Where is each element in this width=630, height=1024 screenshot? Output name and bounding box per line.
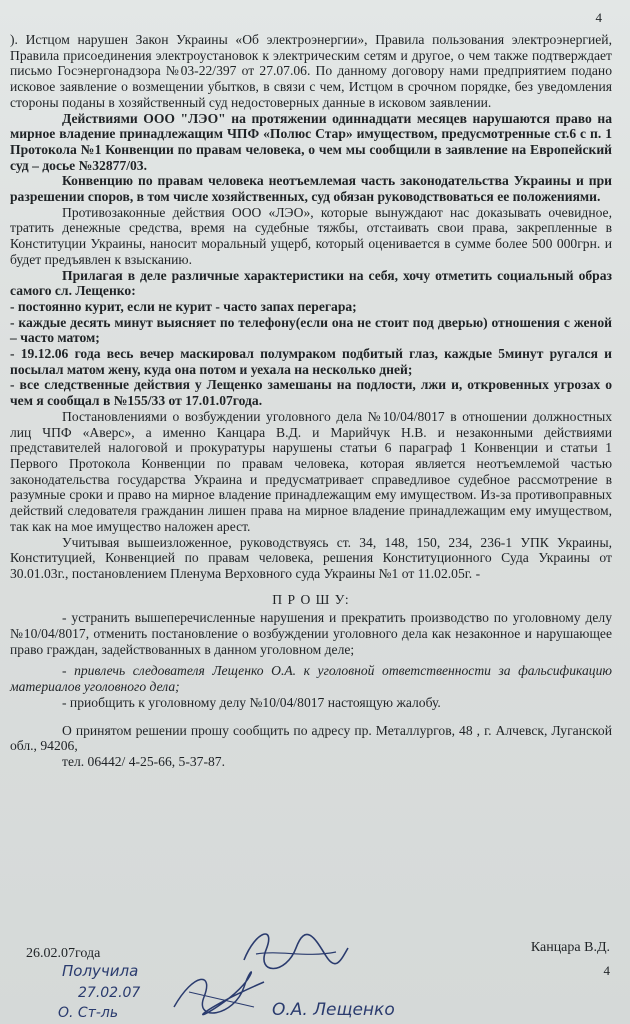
- handwritten-note-received: Получила: [62, 962, 139, 980]
- paragraph: тел. 06442/ 4-25-66, 5-37-87.: [62, 753, 225, 769]
- handwritten-note-initials: О. Ст-ль: [58, 1005, 119, 1021]
- paragraph: П Р О Ш У:: [272, 591, 350, 607]
- paragraph: Учитывая вышеизложенное, руководствуясь ст. 34, 148, 150, 234, 236-1 УПК Украины, Конституцией, Конвенцией по правам человека, решения Конституционного Суда Украины от 30.01.03г., постановлением Пленума Верховного суда Украины №1 от 11.02.05г. -: [10, 534, 612, 581]
- signer-name: Канцара В.Д.: [530, 940, 610, 955]
- paragraph: - привлечь следователя Лещенко О.А. к уголовной ответственности за фальсификацию материалов уголовного дела;: [10, 663, 612, 695]
- signature-scribble: [164, 962, 284, 1022]
- page-number-bottom: 4: [603, 963, 610, 978]
- paragraph: Противозаконные действия ООО «ЛЭО», которые вынуждают нас доказывать очевидное, тратить денежные средства, время на судебные тяжбы, отстаивать свои права, закрепленные в Конституции Украины, наносит моральный ущерб, который оценивается в сумме более 500 000грн. и будет предъявлен к взысканию.: [10, 204, 612, 267]
- paragraph: - постоянно курит, если не курит - часто запах перегара;: [10, 298, 357, 314]
- paragraph: Действиями ООО "ЛЭО" на протяжении одиннадцати месяцев нарушаются право на мирное владение принадлежащим ЧПФ «Полюс Стар» имуществом, предусмотренные ст.6 с п. 1 Протокола №1 Конвенции по правам человека, о чем мы сообщили в заявление на Европейский суд – досье №32877/03.: [10, 110, 612, 173]
- paragraph: - все следственные действия у Лещенко замешаны на подлости, лжи и, откровенных угрозах о чем я сообщал в №155/33 от 17.01.07года.: [10, 377, 612, 409]
- paragraph: - 19.12.06 года весь вечер маскировал полумраком подбитый глаз, каждые 5минут ругался и посылал матом жену, куда она потом и уехала на несколько дней;: [10, 346, 612, 377]
- paragraph: О принятом решении прошу сообщить по адресу пр. Металлургов, 48 , г. Алчевск, Луганской обл., 94206,: [10, 722, 612, 754]
- date: 26.02.07года: [26, 946, 101, 961]
- signature-top: [236, 920, 356, 980]
- paragraph: Конвенцию по правам человека неотъемлемая часть законодательства Украины и при разрешении споров, в том числе хозяйственных, суд обязан руководствоваться ее положениями.: [10, 173, 612, 205]
- handwritten-note-date: 27.02.07: [78, 985, 141, 1001]
- paragraph: - каждые десять минут выясняет по телефону(если она не стоит под дверью) отношения с женой – часто матом;: [10, 314, 612, 346]
- paragraph: - приобщить к уголовному делу №10/04/8017 настоящую жалобу.: [62, 694, 441, 710]
- paragraph: Постановлениями о возбуждении уголовного дела №10/04/8017 в отношении должностных лиц ЧПФ «Аверс», а именно Канцара В.Д. и Марийчук Н.В. и незаконными действиями представителей налоговой и прокуратуры нарушены статьи 6 параграф 1 Конвенции и статьи 1 Первого Протокола Конвенции по правам человека, которая является неотъемлемой частью законодательства государства Украина и предусматривает справедливое судебное рассмотрение в разумные сроки и право на мирное владение принадлежащим ему имуществом. Из-за противоправных действий следователя гражданин лишен права на мирное владение принадлежащим ему имуществом, так как на мое имущество наложен арест.: [10, 408, 612, 534]
- document-body: [10, 32, 612, 770]
- paragraph: ). Истцом нарушен Закон Украины «Об электроэнергии», Правила пользования электроэнергией, Правила присоединения электроустановок к электрическим сетям и другое, о чем также подтверждает письмо Госэнергонадзора №03-22/397 от 27.07.06. По данному договору нами предприятием подано исковое заявление о возмещении убытков, в связи с чем, Истцом в срочном порядке, без уведомления стороны поданы в хозяйственный суд недостоверных данные в исковом заявлении.: [10, 32, 612, 110]
- handwritten-signature-name: О.А. Лещенко: [272, 1000, 395, 1020]
- paragraph: Прилагая в деле различные характеристики на себя, хочу отметить социальный образ самого сл. Лещенко:: [10, 267, 612, 299]
- paragraph: - устранить вышеперечисленные нарушения и прекратить производство по уголовному делу №10/04/8017, отменить постановление о возбуждении уголовного дела как незаконное и нарушающее право граждан, задействованных в данном уголовном деле;: [10, 610, 612, 657]
- page-number-top: 4: [595, 10, 602, 25]
